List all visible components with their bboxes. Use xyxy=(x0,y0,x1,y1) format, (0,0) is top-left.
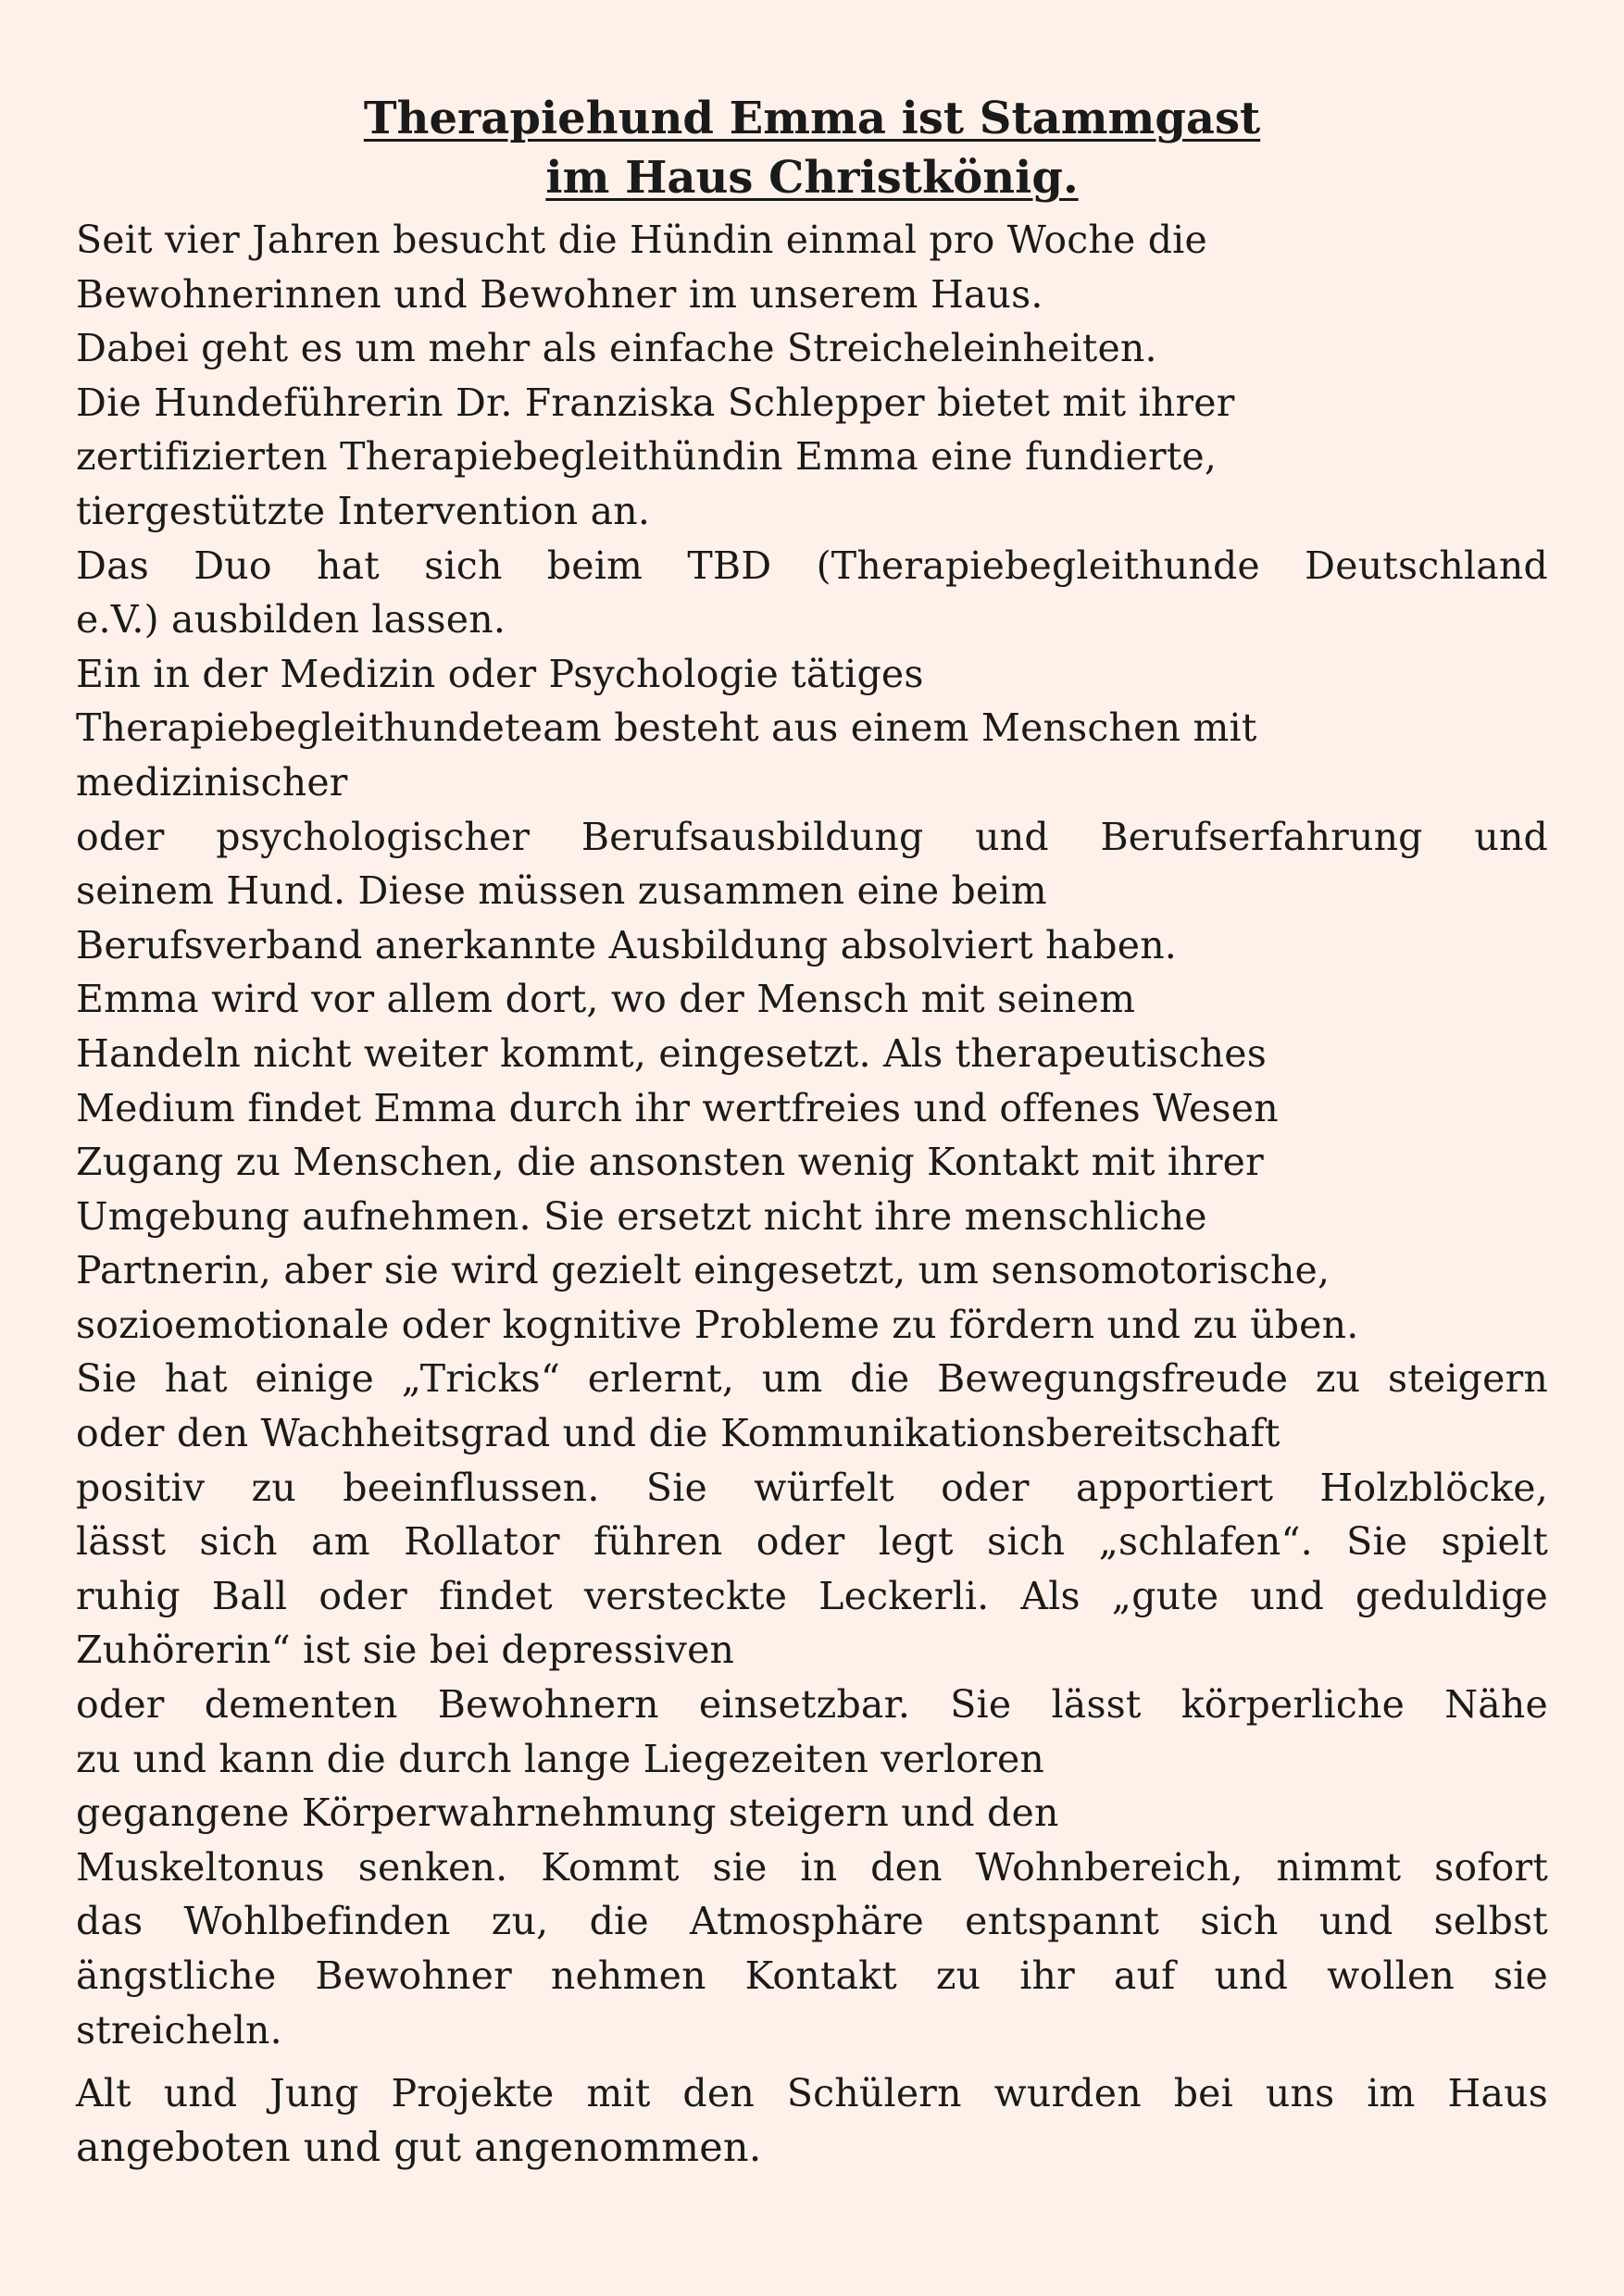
text-line: oder dementen Bewohnern einsetzbar. Sie lässt körperliche Nähe xyxy=(76,1682,1548,1728)
paragraph-gap xyxy=(76,2057,1548,2066)
text-line: sozioemotionale oder kognitive Probleme zu fördern und zu üben. xyxy=(76,1302,1359,1347)
text-line: lässt sich am Rollator führen oder legt sich „schlafen“. Sie spielt xyxy=(76,1519,1548,1565)
text-line: tiergestützte Intervention an. xyxy=(76,488,651,533)
text-line: Seit vier Jahren besucht die Hündin einmal pro Woche die xyxy=(76,218,1207,262)
text-line: e.V.) ausbilden lassen. xyxy=(76,597,506,643)
text-line: Zuhörerin“ ist sie bei depressiven xyxy=(76,1628,735,1673)
text-line: Berufsverband anerkannte Ausbildung absolviert haben. xyxy=(76,922,1178,967)
text-line: Zugang zu Menschen, die ansonsten wenig Kontakt mit ihrer xyxy=(76,1140,1264,1185)
text-line: das Wohlbefinden zu, die Atmosphäre entspannt sich und selbst xyxy=(76,1899,1548,1944)
text-line: Das Duo hat sich beim TBD (Therapiebegleithunde Deutschland xyxy=(76,543,1548,588)
text-line: Umgebung aufnehmen. Sie ersetzt nicht ihre menschliche xyxy=(76,1193,1207,1239)
text-line: Ein in der Medizin oder Psychologie tätiges xyxy=(76,651,924,696)
text-line: Bewohnerinnen und Bewohner im unserem Haus. xyxy=(76,271,1043,317)
text-line: Dabei geht es um mehr als einfache Streicheleinheiten. xyxy=(76,326,1157,371)
text-line: positiv zu beeinflussen. Sie würfelt oder apportiert Holzblöcke, xyxy=(76,1465,1548,1510)
body-text xyxy=(76,213,1548,2175)
text-line: ängstliche Bewohner nehmen Kontakt zu ihr auf und wollen sie xyxy=(76,1953,1548,1998)
text-line: Sie hat einige „Tricks“ erlernt, um die Bewegungsfreude zu steigern xyxy=(76,1356,1548,1402)
page-title xyxy=(76,89,1548,207)
text-line: Alt und Jung Projekte mit den Schülern wurden bei uns im Haus xyxy=(76,2071,1548,2116)
text-line: Die Hundeführerin Dr. Franziska Schlepper bietet mit ihrer xyxy=(76,380,1235,425)
text-line: Medium findet Emma durch ihr wertfreies und offenes Wesen xyxy=(76,1085,1279,1130)
text-line: zu und kann die durch lange Liegezeiten verloren xyxy=(76,1736,1045,1781)
title-line-1: Therapiehund Emma ist Stammgast xyxy=(363,93,1261,144)
text-line: seinem Hund. Diese müssen zusammen eine beim xyxy=(76,868,1047,914)
text-line: zertifizierten Therapiebegleithündin Emma eine fundierte, xyxy=(76,434,1218,480)
text-line: Handeln nicht weiter kommt, eingesetzt. Als therapeutisches xyxy=(76,1030,1267,1076)
title-line-2: im Haus Christkönig. xyxy=(545,152,1079,204)
document-page xyxy=(76,89,1548,2175)
text-line: streicheln. xyxy=(76,2007,282,2053)
text-line: Emma wird vor allem dort, wo der Mensch mit seinem xyxy=(76,977,1136,1022)
text-line: oder den Wachheitsgrad und die Kommunikationsbereitschaft xyxy=(76,1411,1280,1456)
text-line: ruhig Ball oder findet versteckte Leckerli. Als „gute und geduldige xyxy=(76,1573,1548,1618)
text-line: Muskeltonus senken. Kommt sie in den Wohnbereich, nimmt sofort xyxy=(76,1844,1548,1890)
text-line: Partnerin, aber sie wird gezielt eingesetzt, um sensomotorische, xyxy=(76,1248,1330,1293)
text-line: Therapiebegleithundeteam besteht aus einem Menschen mit xyxy=(76,705,1257,751)
text-line: angeboten und gut angenommen. xyxy=(76,2124,762,2171)
text-line: oder psychologischer Berufsausbildung und Berufserfahrung und xyxy=(76,814,1548,859)
text-line: gegangene Körperwahrnehmung steigern und den xyxy=(76,1791,1059,1836)
text-line: medizinischer xyxy=(76,759,348,805)
